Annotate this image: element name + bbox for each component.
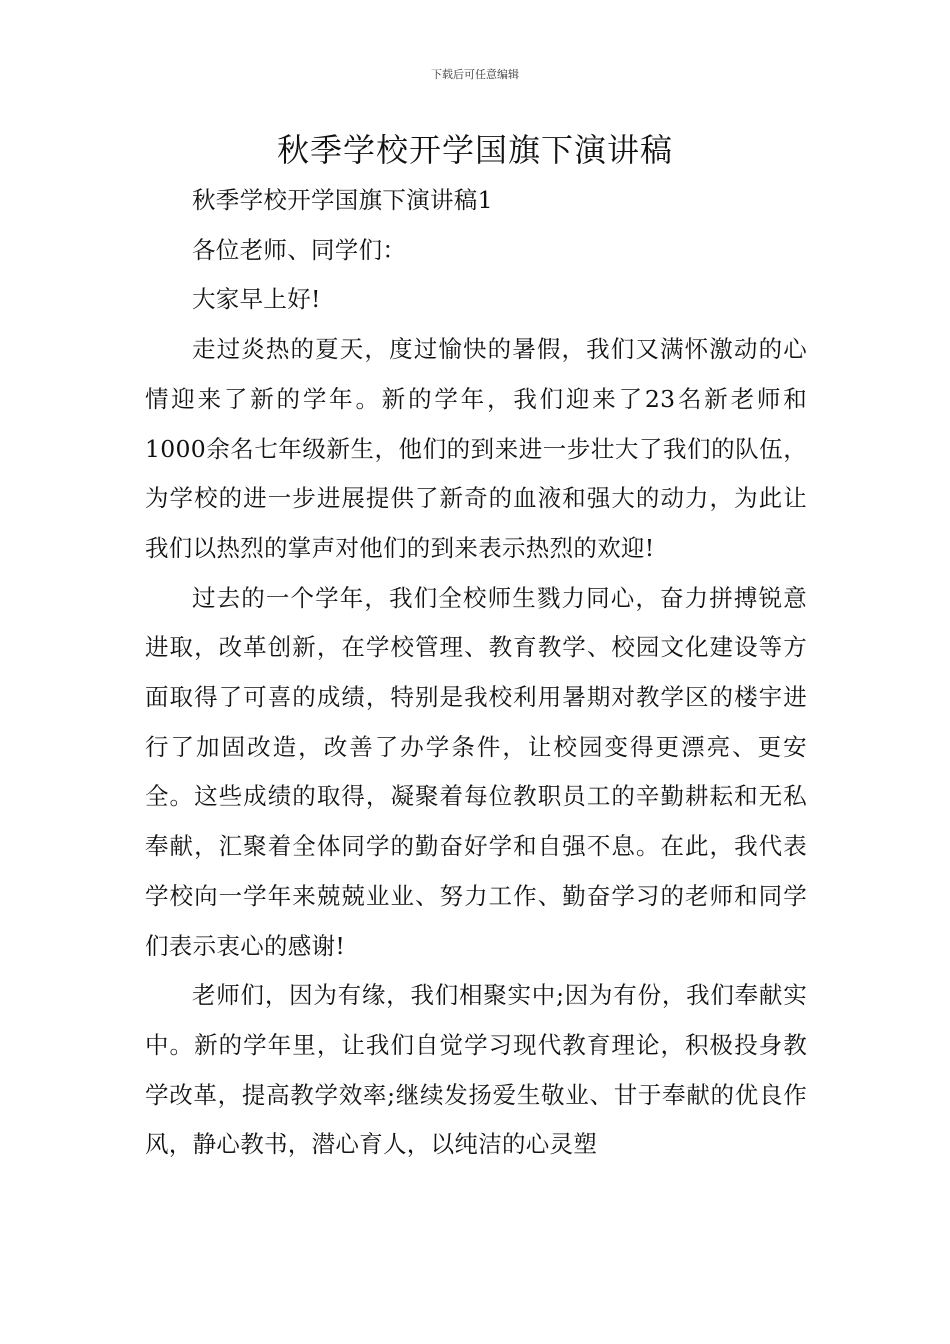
paragraph-body: 过去的一个学年，我们全校师生戮力同心，奋力拼搏锐意进取，改革创新，在学校管理、教育教学、校园文化建设等方面取得了可喜的成绩，特别是我校利用暑期对教学区的楼宇进行了加固改造，改善了办学条件，让校园变得更漂亮、更安全。这些成绩的取得，凝聚着每位教职员工的辛勤耕耘和无私奉献，汇聚着全体同学的勤奋好学和自强不息。在此，我代表学校向一学年来兢兢业业、努力工作、勤奋学习的老师和同学们表示衷心的感谢! xyxy=(145,583,807,960)
paragraph-body: 走过炎热的夏天，度过愉快的暑假，我们又满怀激动的心情迎来了新的学年。新的学年，我们迎来了23名新老师和1000余名七年级新生，他们的到来进一步壮大了我们的队伍，为学校的进一步进展提供了新奇的血液和强大的动力，为此让我们以热烈的掌声对他们的到来表示热烈的欢迎! xyxy=(145,335,807,562)
paragraph-greeting: 大家早上好! xyxy=(192,285,321,314)
document-title: 秋季学校开学国旗下演讲稿 xyxy=(276,131,673,169)
paragraph-salutation: 各位老师、同学们： xyxy=(192,235,407,264)
paragraph-subtitle: 秋季学校开学国旗下演讲稿1 xyxy=(192,186,493,214)
document-body xyxy=(145,176,807,1170)
paragraph-body: 老师们，因为有缘，我们相聚实中;因为有份，我们奉献实中。新的学年里，让我们自觉学习现代教育理论，积极投身教学改革，提高教学效率;继续发扬爱生敬业、甘于奉献的优良作风，静心教书，潜心育人，以纯洁的心灵塑 xyxy=(145,981,807,1159)
header-note: 下载后可任意编辑 xyxy=(431,68,519,81)
